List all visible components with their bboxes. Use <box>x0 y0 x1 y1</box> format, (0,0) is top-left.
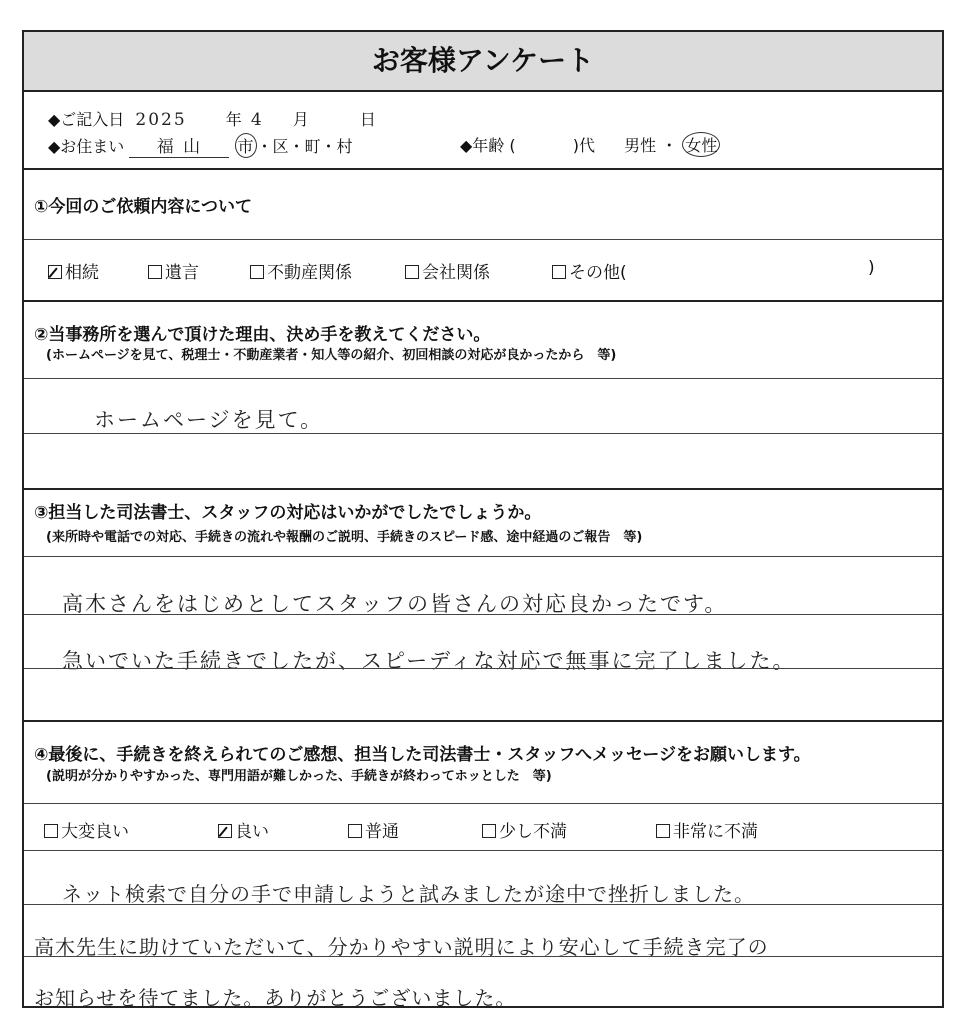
q3-note: (来所時や電話での対応、手続きの流れや報酬のご説明、手続きのスピード感、途中経過のご報告 等) <box>46 530 643 545</box>
q4-answer-line: お知らせを待てました。ありがとうございました。 <box>34 986 517 1010</box>
divider <box>24 168 942 170</box>
checkbox[interactable] <box>348 824 362 838</box>
age-gender-row <box>460 132 720 157</box>
q4-answer-line: 高木先生に助けていただいて、分かりやすい説明により安心して手続き完了の <box>34 935 769 959</box>
checkbox-checked[interactable] <box>48 265 62 279</box>
q1-close-paren: ) <box>868 258 875 278</box>
q1-option[interactable] <box>148 258 199 283</box>
year-unit: 年 <box>225 110 242 129</box>
divider <box>24 300 942 302</box>
option-label: 大変良い <box>61 822 129 842</box>
q4-option[interactable] <box>348 817 399 842</box>
address-rest: ・区・町・村 <box>256 137 353 156</box>
q3-title: ③担当した司法書士、スタッフの対応はいかがでしたでしょうか。 <box>34 503 542 523</box>
age-label: ◆年齢 <box>460 136 505 155</box>
q1-option[interactable] <box>48 258 99 283</box>
q4-option[interactable] <box>656 817 758 842</box>
divider <box>24 378 942 379</box>
ruled-line <box>24 668 942 669</box>
checkbox[interactable] <box>250 265 264 279</box>
option-label: 会社関係 <box>422 263 490 283</box>
q4-title: ④最後に、手続きを終えられてのご感想、担当した司法書士・スタッフへメッセージをお願いします。 <box>34 745 811 765</box>
divider <box>24 803 942 804</box>
option-label: その他( <box>569 263 627 283</box>
divider <box>24 556 942 557</box>
date-month: 4 <box>250 110 264 130</box>
q2-answer-line: ホームページを見て。 <box>94 408 324 432</box>
checkbox[interactable] <box>148 265 162 279</box>
option-label: 非常に不満 <box>673 822 758 842</box>
checkbox[interactable] <box>405 265 419 279</box>
address-value: 福 山 <box>129 132 229 158</box>
age-close: )代 <box>572 136 595 155</box>
q3-answer-line: 高木さんをはじめとしてスタッフの皆さんの対応良かったです。 <box>62 592 728 616</box>
q4-answer-line: ネット検索で自分の手で申請しようと試みましたが途中で挫折しました。 <box>62 882 755 906</box>
divider <box>24 239 942 240</box>
q1-option[interactable] <box>552 258 627 283</box>
address-city: 市 <box>235 133 257 158</box>
q1-option[interactable] <box>405 258 490 283</box>
option-label: 普通 <box>365 822 399 842</box>
gender-female: 女性 <box>682 132 720 157</box>
date-row <box>48 107 376 130</box>
divider <box>24 488 942 490</box>
checkbox[interactable] <box>656 824 670 838</box>
gender-sep: ・ <box>661 136 678 155</box>
q2-title: ②当事務所を選んで頂けた理由、決め手を教えてください。 <box>34 325 491 345</box>
month-unit: 月 <box>292 110 309 129</box>
option-label: 相続 <box>65 263 99 283</box>
divider <box>24 850 942 851</box>
checkbox[interactable] <box>44 824 58 838</box>
q4-note: (説明が分かりやすかった、専門用語が難しかった、手続きが終わってホッとした 等) <box>46 769 552 784</box>
option-label: 遺言 <box>165 263 199 283</box>
gender-male: 男性 <box>624 136 657 155</box>
form-title: お客様アンケート <box>24 32 942 92</box>
ruled-line <box>24 614 942 615</box>
ruled-line <box>24 956 942 957</box>
ruled-line <box>24 433 942 434</box>
q4-option[interactable] <box>218 817 269 842</box>
q3-answer-line: 急いでいた手続きでしたが、スピーディな対応で無事に完了しました。 <box>62 649 796 673</box>
address-label: ◆お住まい <box>48 137 125 156</box>
divider <box>24 720 942 722</box>
q4-option[interactable] <box>482 817 567 842</box>
checkbox[interactable] <box>552 265 566 279</box>
ruled-line <box>24 904 942 905</box>
date-label: ◆ご記入日 <box>48 110 125 129</box>
date-year: 2025 <box>135 110 187 130</box>
option-label: 良い <box>235 822 269 842</box>
day-unit: 日 <box>359 110 376 129</box>
checkbox[interactable] <box>482 824 496 838</box>
q1-title: ①今回のご依頼内容について <box>34 197 253 217</box>
option-label: 不動産関係 <box>267 263 352 283</box>
age-open: ( <box>509 136 516 155</box>
option-label: 少し不満 <box>499 822 567 842</box>
address-row <box>48 132 353 158</box>
q4-option[interactable] <box>44 817 129 842</box>
survey-form <box>22 30 944 1008</box>
q1-option[interactable] <box>250 258 352 283</box>
checkbox-checked[interactable] <box>218 824 232 838</box>
q2-note: (ホームページを見て、税理士・不動産業者・知人等の紹介、初回相談の対応が良かったから 等) <box>46 348 617 363</box>
